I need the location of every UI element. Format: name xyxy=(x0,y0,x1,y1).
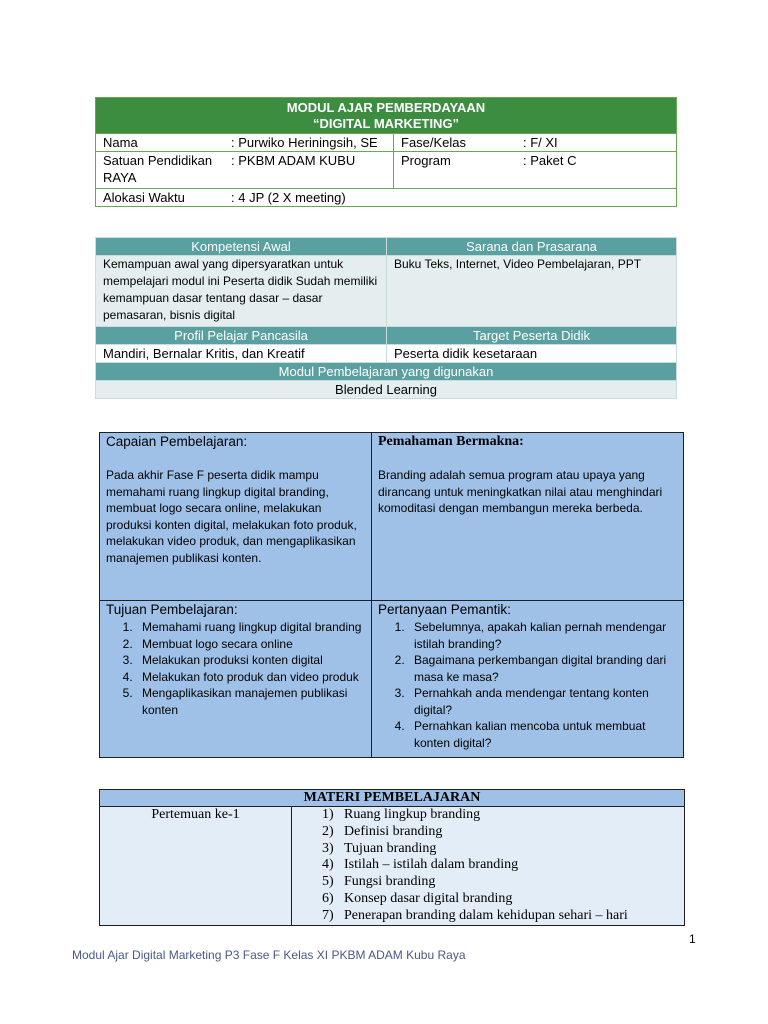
list-item: 2. Bagaimana perkembangan digital branding dari masa ke masa? xyxy=(408,652,677,685)
list-item: 2. Membuat logo secara online xyxy=(136,636,365,653)
alokasi-label: Alokasi Waktu xyxy=(103,190,185,205)
page-footer: Modul Ajar Digital Marketing P3 Fase F Kelas XI PKBM ADAM Kubu Raya xyxy=(72,948,466,962)
nama-value: : Purwiko Heriningsih, SE xyxy=(231,135,378,150)
capaian-title: Capaian Pembelajaran: xyxy=(106,434,248,449)
tujuan-cell xyxy=(100,601,372,758)
module-title-line2: “DIGITAL MARKETING” xyxy=(312,116,460,131)
list-item: 5) Fungsi branding xyxy=(322,874,436,890)
program-label: Program xyxy=(401,153,451,168)
program-cell xyxy=(394,152,677,189)
nama-label: Nama xyxy=(103,135,138,150)
capaian-text: Pada akhir Fase F peserta didik mampu memahami ruang lingkup digital branding, membuat logo secara online, melakukan produksi konten digital, melakukan foto produk, melakukan video produk, dan mengaplikasikan manajemen publikasi konten. xyxy=(106,468,357,565)
satuan-cont: RAYA xyxy=(103,170,137,185)
pemahaman-text: Branding adalah semua program atau upaya yang dirancang untuk meningkatkan nilai atau menghindari komoditasi dengan membangun mereka berbeda. xyxy=(378,468,663,515)
target-text: Peserta didik kesetaraan xyxy=(387,345,677,363)
learning-table xyxy=(99,432,684,758)
list-item: 4) Istilah – istilah dalam branding xyxy=(322,857,519,873)
list-item: 3. Melakukan produksi konten digital xyxy=(136,652,365,669)
materi-list xyxy=(322,807,684,925)
kompetensi-header: Kompetensi Awal xyxy=(96,238,387,256)
pertanyaan-cell xyxy=(372,601,684,758)
module-title xyxy=(96,98,677,134)
modul-text: Blended Learning xyxy=(96,381,677,399)
materi-list-cell xyxy=(292,807,685,926)
list-item: 4. Melakukan foto produk dan video produk xyxy=(136,669,365,686)
pertanyaan-list xyxy=(378,619,677,751)
satuan-value: : PKBM ADAM KUBU xyxy=(231,153,356,168)
list-item: 4. Pernahkan kalian mencoba untuk membuat konten digital? xyxy=(408,718,677,751)
pertemuan-label: Pertemuan ke-1 xyxy=(100,807,292,926)
fase-cell xyxy=(394,134,677,152)
alokasi-cell xyxy=(96,189,677,207)
list-item: 1. Sebelumnya, apakah kalian pernah mendengar istilah branding? xyxy=(408,619,677,652)
list-item: 5. Mengaplikasikan manajemen publikasi konten xyxy=(136,685,365,718)
competency-table xyxy=(95,237,677,399)
list-item: 1) Ruang lingkup branding xyxy=(322,807,481,822)
profil-header: Profil Pelajar Pancasila xyxy=(96,327,387,345)
module-header-table xyxy=(95,97,677,207)
sarana-header: Sarana dan Prasarana xyxy=(387,238,677,256)
nama-cell xyxy=(96,134,394,152)
modul-header: Modul Pembelajaran yang digunakan xyxy=(96,363,677,381)
target-header: Target Peserta Didik xyxy=(387,327,677,345)
pertanyaan-title: Pertanyaan Pemantik: xyxy=(378,602,511,617)
satuan-cell xyxy=(96,152,394,189)
fase-label: Fase/Kelas xyxy=(401,135,467,150)
list-item: 3. Pernahkah anda mendengar tentang konten digital? xyxy=(408,685,677,718)
tujuan-title: Tujuan Pembelajaran: xyxy=(106,602,238,617)
materi-table xyxy=(99,789,685,926)
sarana-text: Buku Teks, Internet, Video Pembelajaran, PPT xyxy=(387,256,677,327)
tujuan-list xyxy=(106,619,365,718)
kompetensi-text: Kemampuan awal yang dipersyaratkan untuk mempelajari modul ini Peserta didik Sudah memiliki kemampuan dasar tentang dasar – dasar pemasaran, bisnis digital xyxy=(96,256,387,327)
list-item: 1. Memahami ruang lingkup digital branding xyxy=(136,619,365,636)
list-item: 7) Penerapan branding dalam kehidupan sehari – hari xyxy=(322,907,628,923)
list-item: 3) Tujuan branding xyxy=(322,840,437,856)
capaian-cell xyxy=(100,433,372,601)
pemahaman-cell xyxy=(372,433,684,601)
module-title-line1: MODUL AJAR PEMBERDAYAAN xyxy=(286,100,486,115)
program-value: : Paket C xyxy=(523,153,577,168)
fase-value: : F/ XI xyxy=(523,135,558,150)
satuan-label: Satuan Pendidikan xyxy=(103,153,213,168)
alokasi-value: : 4 JP (2 X meeting) xyxy=(231,190,346,205)
page-number: 1 xyxy=(689,932,696,946)
profil-text: Mandiri, Bernalar Kritis, dan Kreatif xyxy=(96,345,387,363)
list-item: 6) Konsep dasar digital branding xyxy=(322,890,513,906)
pemahaman-title: Pemahaman Bermakna: xyxy=(378,434,524,449)
list-item: 2) Definisi branding xyxy=(322,823,443,839)
materi-title: MATERI PEMBELAJARAN xyxy=(100,790,685,807)
